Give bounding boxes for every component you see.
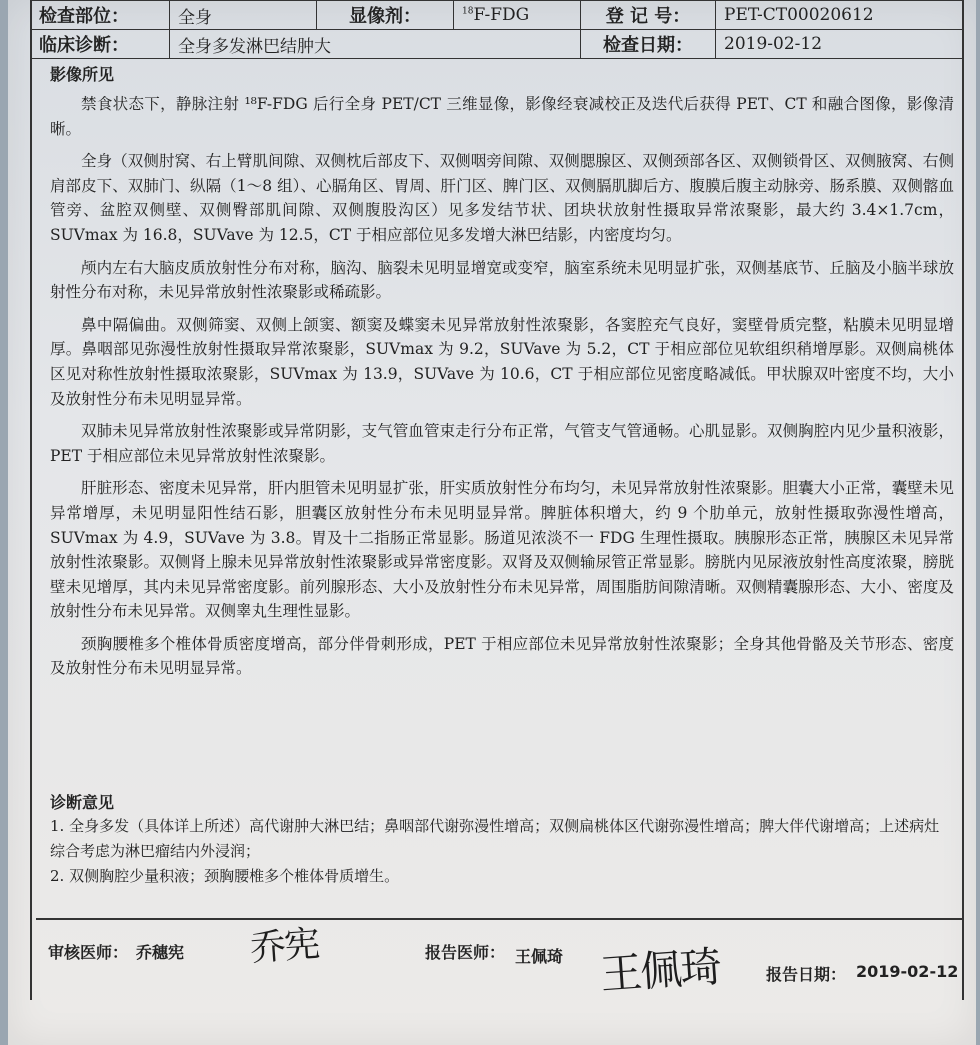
findings-paragraph: 全身（双侧肘窝、右上臂肌间隙、双侧枕后部皮下、双侧咽旁间隙、双侧腮腺区、双侧颈部各区、双侧锁骨区、双侧腋窝、右侧肩部皮下、双肺门、纵隔（1～8 组）、心膈角区、胃周、肝门区、脾门区、双侧膈肌脚后方、腹膜后腹主动脉旁、肠系膜、双侧髂血管旁、盆腔双侧壁、双侧臀部肌间隙、双侧腹股沟区）见多发结节状、团块状放射性摄取异常浓聚影，最大约 3.4×1.7cm，SUVmax 为 16.8，SUVave 为 12.5，CT 于相应部位见多发增大淋巴结影，内密度均匀。 xyxy=(50,152,954,244)
diagnosis-body xyxy=(50,814,954,889)
clinical-diagnosis-label: 临床诊断： xyxy=(31,30,170,59)
findings-paragraph: 肝脏形态、密度未见异常，肝内胆管未见明显扩张，肝实质放射性分布均匀，未见异常放射性浓聚影。胆囊大小正常，囊壁未见异常增厚，未见明显阳性结石影，胆囊区放射性分布未见明显异常。脾脏体积增大，约 9 个肋单元，放射性摄取弥漫性增高，SUVmax 为 4.9，SUVave 为 3.8。胃及十二指肠正常显影。肠道见浓淡不一 FDG 生理性摄取。胰腺形态正常，胰腺区未见异常放射性浓聚影。双侧肾上腺未见异常放射性浓聚影或异常密度影。双肾及双侧输尿管正常显影。膀胱内见尿液放射性高度浓聚，膀胱壁未见增厚，其内未见异常密度影。前列腺形态、大小及放射性分布未见异常，周围脂肪间隙清晰。双侧精囊腺形态、大小、密度及放射性分布未见异常。双侧睾丸生理性显影。 xyxy=(50,479,954,621)
findings-body xyxy=(50,92,954,689)
reviewer-signature: 乔宪 xyxy=(248,923,320,970)
signature-divider xyxy=(36,918,962,920)
findings-paragraph: 颅内左右大脑皮质放射性分布对称，脑沟、脑裂未见明显增宽或变窄，脑室系统未见明显扩张，双侧基底节、丘脑及小脑半球放射性分布对称，未见异常放射性浓聚影或稀疏影。 xyxy=(50,258,954,302)
report-header-table xyxy=(30,0,964,59)
exam-date-value: 2019-02-12 xyxy=(716,30,964,59)
tracer-label: 显像剂： xyxy=(317,1,454,30)
tracer-isotope-sup: 18 xyxy=(462,6,474,17)
exam-date-label: 检查日期： xyxy=(581,30,716,59)
report-date-value: 2019-02-12 xyxy=(856,962,959,981)
findings-title: 影像所见 xyxy=(50,65,115,84)
reviewer-name: 乔穗宪 xyxy=(136,943,185,962)
header-row-1 xyxy=(31,1,964,30)
report-date-label: 报告日期： xyxy=(766,965,847,984)
exam-site-label: 检查部位： xyxy=(31,1,170,30)
registration-label: 登 记 号： xyxy=(581,1,716,30)
clinical-diagnosis-value: 全身多发淋巴结肿大 xyxy=(170,30,581,59)
findings-paragraph: 鼻中隔偏曲。双侧筛窦、双侧上颌窦、额窦及蝶窦未见异常放射性浓聚影，各窦腔充气良好，窦壁骨质完整，粘膜未见明显增厚。鼻咽部见弥漫性放射性摄取异常浓聚影，SUVmax 为 9.2，SUVave 为 5.2，CT 于相应部位见软组织稍增厚影。双侧扁桃体区见对称性放射性摄取浓聚影，SUVmax 为 13.9，SUVave 为 10.6，CT 于相应部位见密度略减低。甲状腺双叶密度不均，大小及放射性分布未见明显异常。 xyxy=(50,315,954,408)
tracer-value: F-FDG xyxy=(473,5,530,25)
reporter-name: 王佩琦 xyxy=(515,947,564,966)
header-row-2 xyxy=(31,30,964,59)
tracer-cell xyxy=(454,1,581,30)
registration-value: PET-CT00020612 xyxy=(716,1,964,30)
reporter-label: 报告医师： xyxy=(425,943,506,962)
diagnosis-title: 诊断意见 xyxy=(50,793,115,812)
exam-site-value: 全身 xyxy=(170,1,317,30)
findings-paragraph: 颈胸腰椎多个椎体骨质密度增高，部分伴骨刺形成，PET 于相应部位未见异常放射性浓聚影；全身其他骨骼及关节形态、密度及放射性分布未见明显异常。 xyxy=(50,634,954,678)
reviewer-label: 审核医师： xyxy=(48,943,129,962)
findings-paragraph: 禁食状态下，静脉注射 ¹⁸F-FDG 后行全身 PET/CT 三维显像，影像经衰减校正及迭代后获得 PET、CT 和融合图像，影像清晰。 xyxy=(50,95,954,138)
diagnosis-item: 2. 双侧胸腔少量积液；颈胸腰椎多个椎体骨质增生。 xyxy=(50,867,400,885)
reporter-signature: 王佩琦 xyxy=(598,941,722,1000)
diagnosis-item: 1. 全身多发（具体详上所述）高代谢肿大淋巴结；鼻咽部代谢弥漫性增高；双侧扁桃体区代谢弥漫性增高；脾大伴代谢增高；上述病灶综合考虑为淋巴瘤结内外浸润； xyxy=(50,817,940,860)
findings-paragraph: 双肺未见异常放射性浓聚影或异常阴影，支气管血管束走行分布正常，气管支气管通畅。心肌显影。双侧胸腔内见少量积液影，PET 于相应部位未见异常放射性浓聚影。 xyxy=(50,422,954,465)
